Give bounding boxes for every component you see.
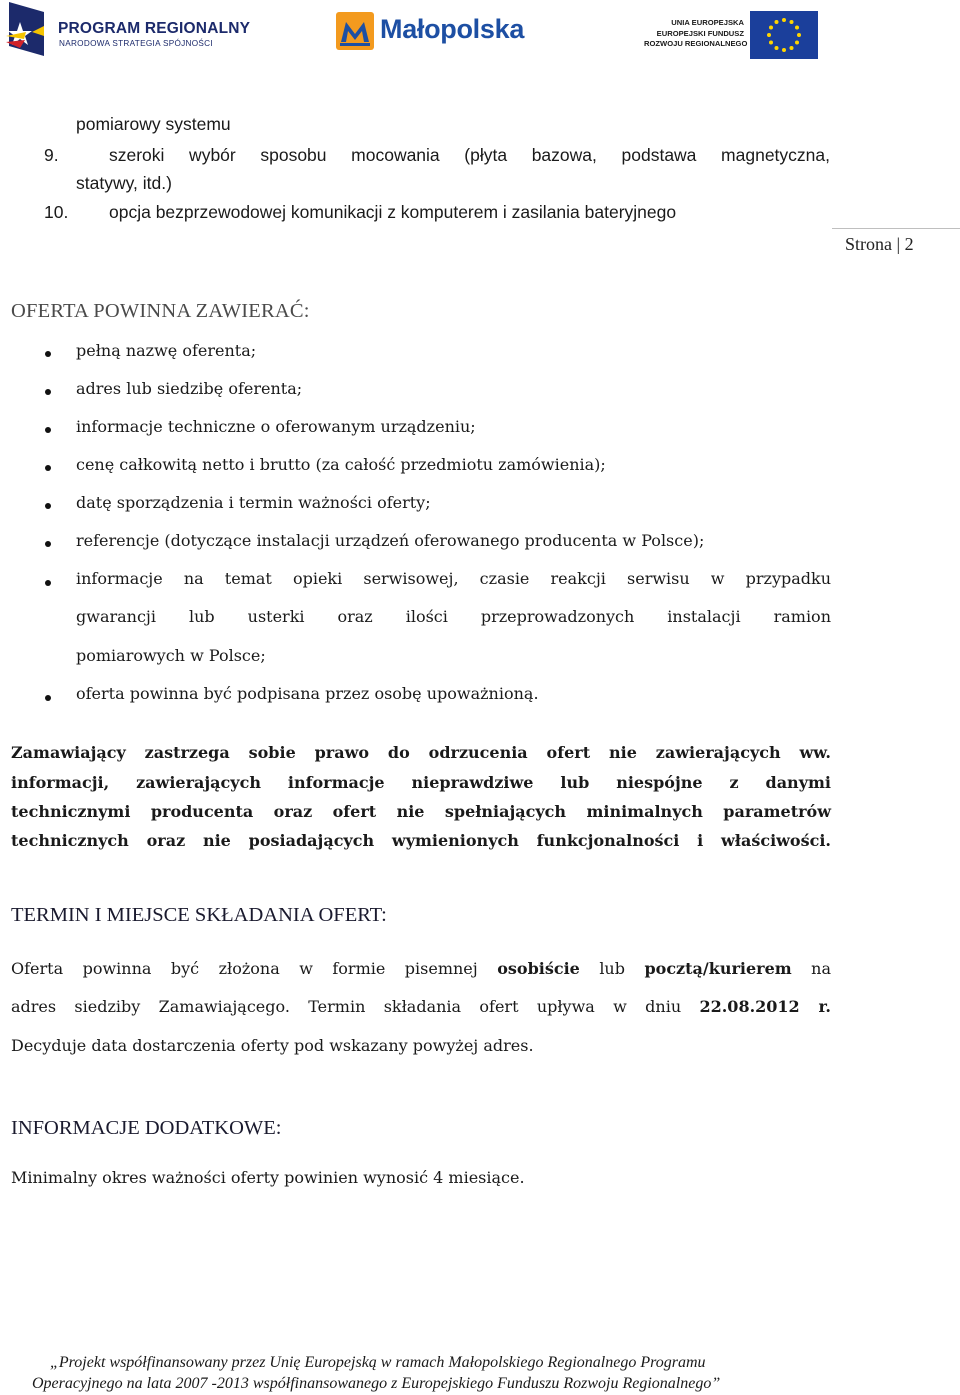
eu-flag-icon [750, 11, 818, 59]
info-heading: INFORMACJE DODATKOWE: [11, 1117, 282, 1139]
list-item-10-number: 10. [44, 202, 69, 222]
region-name: Małopolska [380, 14, 525, 44]
termin-heading: TERMIN I MIEJSCE SKŁADANIA OFERT: [11, 904, 387, 926]
bullet-item: adres lub siedzibę oferenta; [76, 379, 303, 398]
list-item-9-line-1: szeroki wybór sposobu mocowania (płyta bazowa, podstawa magnetyczna, [109, 145, 830, 165]
termin-deadline: 22.08.2012 r. [699, 997, 832, 1016]
program-subtitle: NARODOWA STRATEGIA SPÓJNOŚCI [59, 39, 213, 48]
eu-logo [640, 10, 820, 60]
notice-line-3: technicznymi producenta oraz ofert nie spełniających minimalnych parametrów [11, 802, 831, 821]
termin-text: adres siedziby Zamawiającego. Termin składania ofert upływa w dniu [11, 997, 682, 1016]
malopolska-logo [336, 10, 536, 52]
bullet-item: datę sporządzenia i termin ważności oferty; [76, 493, 431, 512]
notice-line-2: informacji, zawierających informacje nieprawdziwe lub niespójne z danymi [11, 773, 831, 792]
termin-text: na [811, 959, 831, 978]
bullet-icon [45, 695, 51, 701]
bullet-item: oferta powinna być podpisana przez osobę upoważnioną. [76, 684, 539, 703]
bullet-item: cenę całkowitą netto i brutto (za całość przedmiotu zamówienia); [76, 455, 606, 474]
termin-by-post: pocztą/kurierem [644, 959, 792, 978]
malopolska-emblem-icon [336, 12, 374, 50]
list-item-9-number: 9. [44, 145, 59, 165]
bullet-item: pełną nazwę oferenta; [76, 341, 257, 360]
termin-line-3: Decyduje data dostarczenia oferty pod wskazany powyżej adres. [11, 1036, 534, 1055]
footer-line-1: „Projekt współfinansowany przez Unię Europejską w ramach Małopolskiego Regionalnego Programu [50, 1354, 706, 1371]
info-text: Minimalny okres ważności oferty powinien wynosić 4 miesiące. [11, 1168, 525, 1187]
termin-in-person: osobiście [497, 959, 580, 978]
notice-line-1: Zamawiający zastrzega sobie prawo do odrzucenia ofert nie zawierających ww. [11, 743, 831, 762]
footer-line-2: Operacyjnego na lata 2007 -2013 współfinansowanego z Europejskiego Funduszu Rozwoju Regionalnego” [32, 1375, 721, 1392]
eu-line-1: UNIA EUROPEJSKA [671, 18, 744, 27]
list-item-10-text: opcja bezprzewodowej komunikacji z komputerem i zasilania bateryjnego [109, 202, 677, 222]
program-title: PROGRAM REGIONALNY [58, 20, 251, 37]
program-regionalny-logo [4, 2, 251, 60]
offer-heading: OFERTA POWINNA ZAWIERAĆ: [11, 300, 310, 322]
bullet-icon [45, 503, 51, 509]
eu-line-3: ROZWOJU REGIONALNEGO [644, 39, 748, 48]
bullet-icon [45, 351, 51, 357]
bullet-item: informacje techniczne o oferowanym urządzeniu; [76, 417, 476, 436]
termin-line-2 [11, 997, 831, 1016]
bullet-item: referencje (dotyczące instalacji urządzeń oferowanego producenta w Polsce); [76, 531, 705, 550]
bullet-item-line: gwarancji lub usterki oraz ilości przeprowadzonych instalacji ramion [76, 607, 831, 626]
bullet-item-line: pomiarowych w Polsce; [76, 646, 266, 665]
notice-line-4: technicznych oraz nie posiadających wymienionych funkcjonalności i właściwości. [11, 831, 831, 850]
bullet-icon [45, 427, 51, 433]
termin-text: Oferta powinna być złożona w formie pisemnej [11, 959, 478, 978]
program-regionalny-emblem-icon [6, 2, 46, 58]
list-item-9-line-2: statywy, itd.) [76, 173, 172, 193]
bullet-icon [45, 465, 51, 471]
page-number: Strona | 2 [845, 234, 914, 254]
eu-text [644, 18, 748, 50]
bullet-icon [45, 541, 51, 547]
eu-line-2: EUROPEJSKI FUNDUSZ [656, 28, 744, 38]
page-number-rule [832, 228, 960, 229]
list-continuation: pomiarowy systemu [76, 114, 231, 134]
bullet-icon [45, 389, 51, 395]
termin-line-1 [11, 959, 831, 978]
bullet-icon [45, 580, 51, 586]
bullet-item-line: informacje na temat opieki serwisowej, czasie reakcji serwisu w przypadku [76, 569, 831, 588]
termin-text: lub [599, 959, 625, 978]
